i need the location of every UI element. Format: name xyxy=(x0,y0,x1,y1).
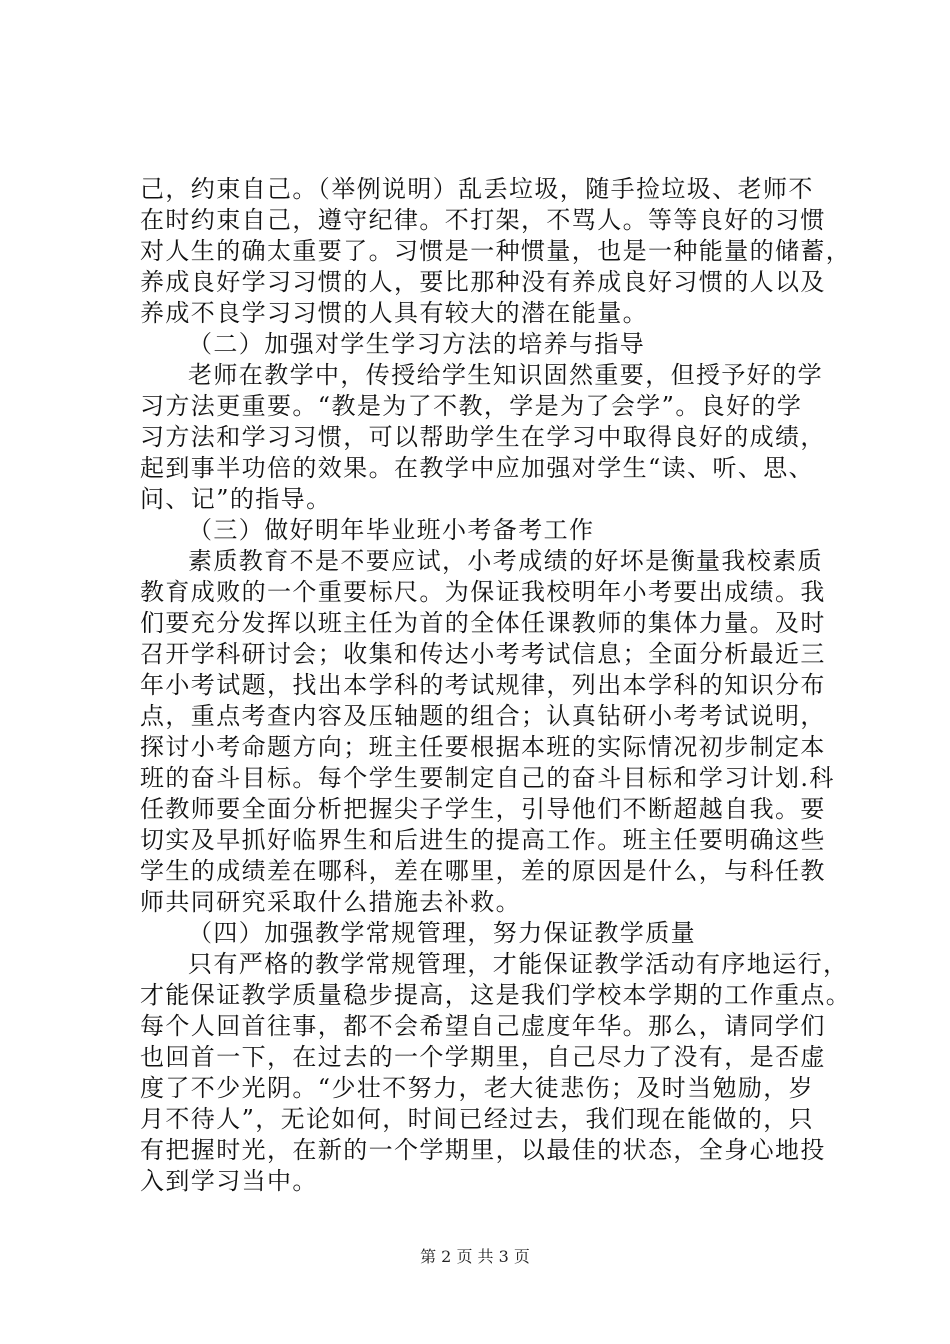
text-line: 己，约束自己。（举例说明）乱丢垃圾，随手捡垃圾、老师不 xyxy=(140,175,814,203)
text-line: 探讨小考命题方向；班主任要根据本班的实际情况初步制定本 xyxy=(140,733,826,761)
text-line: 班的奋斗目标。每个学生要制定自己的奋斗目标和学习计划.科 xyxy=(140,764,835,792)
text-line: 任教师要全面分析把握尖子学生，引导他们不断超越自我。要 xyxy=(140,795,826,823)
text-line: 月不待人”，无论如何，时间已经过去，我们现在能做的，只 xyxy=(140,1105,815,1133)
text-line: 在时约束自己，遵守纪律。不打架，不骂人。等等良好的习惯 xyxy=(140,206,826,234)
text-line: 入到学习当中。 xyxy=(140,1167,318,1195)
text-line: 老师在教学中，传授给学生知识固然重要，但授予好的学 xyxy=(188,361,823,389)
text-line: 师共同研究采取什么措施去补救。 xyxy=(140,888,521,916)
text-line: 度了不少光阴。“少壮不努力，老大徒悲伤；及时当勉励，岁 xyxy=(140,1074,815,1102)
text-line: 才能保证教学质量稳步提高，这是我们学校本学期的工作重点。 xyxy=(140,981,852,1009)
body-text xyxy=(140,174,852,1197)
section-heading: （三）做好明年毕业班小考备考工作 xyxy=(188,516,595,544)
text-line: 习方法和学习习惯，可以帮助学生在学习中取得良好的成绩， xyxy=(140,423,826,451)
text-line: 们要充分发挥以班主任为首的全体任课教师的集体力量。及时 xyxy=(140,609,826,637)
text-line: 学生的成绩差在哪科，差在哪里，差的原因是什么，与科任教 xyxy=(140,857,826,885)
text-line: 养成不良学习习惯的人具有较大的潜在能量。 xyxy=(140,299,648,327)
text-line: 召开学科研讨会；收集和传达小考考试信息；全面分析最近三 xyxy=(140,640,826,668)
text-line: 年小考试题，找出本学科的考试规律，列出本学科的知识分布 xyxy=(140,671,826,699)
page-footer: 第 2 页 共 3 页 xyxy=(420,1247,530,1266)
text-line: 只有严格的教学常规管理，才能保证教学活动有序地运行， xyxy=(188,950,849,978)
text-line: 有把握时光，在新的一个学期里，以最佳的状态，全身心地投 xyxy=(140,1136,826,1164)
text-line: 点，重点考查内容及压轴题的组合；认真钻研小考考试说明， xyxy=(140,702,826,730)
text-line: 每个人回首往事，都不会希望自己虚度年华。那么，请同学们 xyxy=(140,1012,826,1040)
text-line: 对人生的确太重要了。习惯是一种惯量，也是一种能量的储蓄， xyxy=(140,237,852,265)
text-line: 起到事半功倍的效果。在教学中应加强对学生“读、听、思、 xyxy=(140,454,815,482)
section-heading: （四）加强教学常规管理，努力保证教学质量 xyxy=(188,919,696,947)
text-line: 问、记”的指导。 xyxy=(140,485,332,513)
text-line: 也回首一下，在过去的一个学期里，自己尽力了没有，是否虚 xyxy=(140,1043,826,1071)
section-heading: （二）加强对学生学习方法的培养与指导 xyxy=(188,330,646,358)
text-line: 养成良好学习习惯的人，要比那种没有养成良好习惯的人以及 xyxy=(140,268,826,296)
text-line: 素质教育不是不要应试，小考成绩的好坏是衡量我校素质 xyxy=(188,547,823,575)
text-line: 习方法更重要。“教是为了不教，学是为了会学”。良好的学 xyxy=(140,392,803,420)
text-line: 切实及早抓好临界生和后进生的提高工作。班主任要明确这些 xyxy=(140,826,826,854)
text-line: 教育成败的一个重要标尺。为保证我校明年小考要出成绩。我 xyxy=(140,578,826,606)
